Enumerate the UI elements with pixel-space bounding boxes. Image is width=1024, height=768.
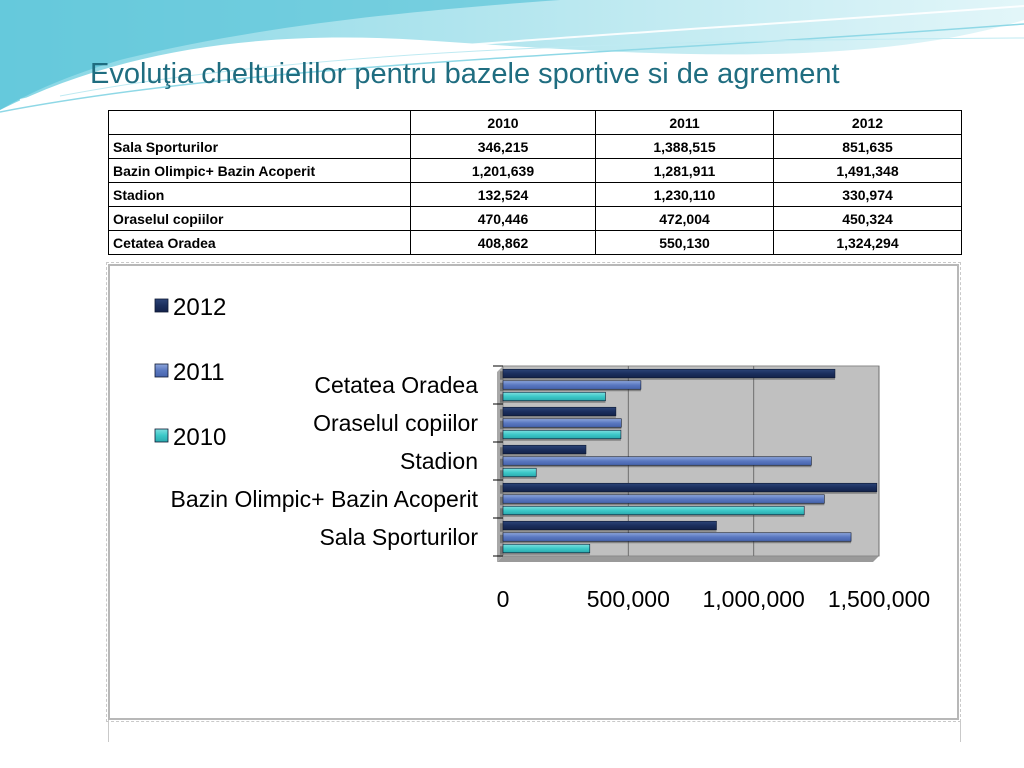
slide-title: Evoluţia cheltuielilor pentru bazele sportive si de agrement xyxy=(90,58,840,90)
table-header-cell: 2010 xyxy=(411,111,596,135)
table-header-cell: 2011 xyxy=(596,111,774,135)
table-cell: 346,215 xyxy=(411,135,596,159)
legend-label: 2010 xyxy=(173,424,227,451)
bar-2012 xyxy=(503,407,616,416)
category-label: Sala Sporturilor xyxy=(319,524,478,550)
bar-2012 xyxy=(503,483,877,492)
table-cell: 550,130 xyxy=(596,231,774,255)
table-cell: 450,324 xyxy=(774,207,962,231)
category-label: Cetatea Oradea xyxy=(314,372,478,398)
x-tick-label: 1,500,000 xyxy=(827,586,931,612)
bar-2012 xyxy=(503,445,586,454)
bar-2011 xyxy=(503,381,641,390)
bar-2011 xyxy=(503,495,824,504)
bar-2010 xyxy=(503,392,605,401)
legend-swatch-2012 xyxy=(155,299,168,312)
legend-label: 2012 xyxy=(173,294,227,321)
bar-2010 xyxy=(503,506,804,515)
bar-2012 xyxy=(503,521,716,530)
table-cell: 851,635 xyxy=(774,135,962,159)
legend-swatch-2010 xyxy=(155,429,168,442)
table-cell: 472,004 xyxy=(596,207,774,231)
table-cell: 1,324,294 xyxy=(774,231,962,255)
table-cell: 330,974 xyxy=(774,183,962,207)
table-cell: 1,230,110 xyxy=(596,183,774,207)
x-tick-label: 1,000,000 xyxy=(702,586,805,612)
bar-2011 xyxy=(503,457,811,466)
bar-2011 xyxy=(503,533,851,542)
x-tick-label: 500,000 xyxy=(586,586,670,612)
category-label: Oraselul copiilor xyxy=(313,410,478,436)
table-cell: 1,491,348 xyxy=(774,159,962,183)
bar-2011 xyxy=(503,419,621,428)
table-cell: 1,201,639 xyxy=(411,159,596,183)
category-label: Stadion xyxy=(399,448,478,474)
table-row-label: Bazin Olimpic+ Bazin Acoperit xyxy=(109,159,411,183)
legend-swatch-2011 xyxy=(155,364,168,377)
bar-2010 xyxy=(503,468,536,477)
table-row-label: Cetatea Oradea xyxy=(109,231,411,255)
x-tick-label: 0 xyxy=(496,586,510,612)
table-cell: 132,524 xyxy=(411,183,596,207)
table-cell: 1,281,911 xyxy=(596,159,774,183)
table-cell: 1,388,515 xyxy=(596,135,774,159)
table-row-label: Stadion xyxy=(109,183,411,207)
bar-2012 xyxy=(503,369,835,378)
bar-2010 xyxy=(503,430,621,439)
legend-label: 2011 xyxy=(173,359,225,386)
table-cell: 408,862 xyxy=(411,231,596,255)
bar-2010 xyxy=(503,544,590,553)
table-header-cell: 2012 xyxy=(774,111,962,135)
category-label: Bazin Olimpic+ Bazin Acoperit xyxy=(170,486,478,512)
table-cell: 470,446 xyxy=(411,207,596,231)
table-row-label: Sala Sporturilor xyxy=(109,135,411,159)
plot-floor xyxy=(497,556,879,562)
table-row-label: Oraselul copiilor xyxy=(109,207,411,231)
